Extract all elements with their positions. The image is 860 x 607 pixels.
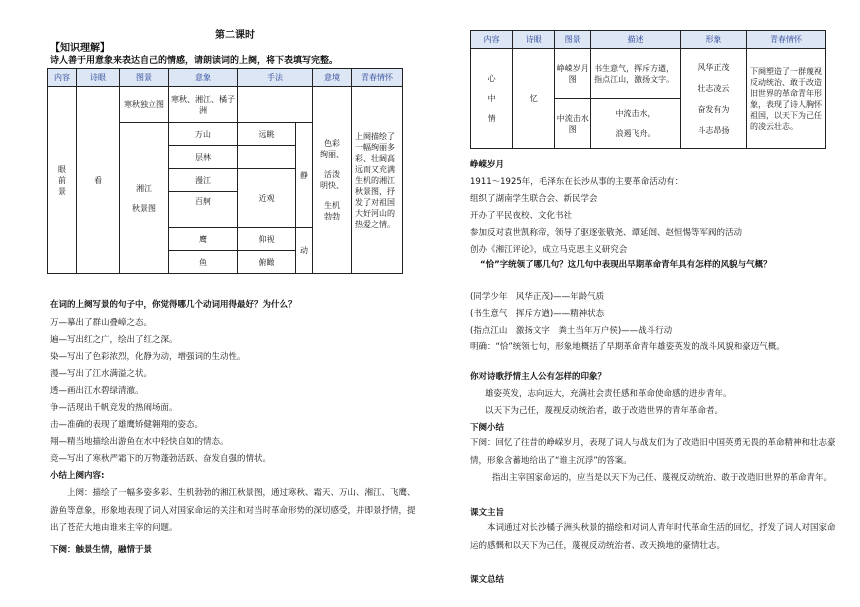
activity-line: 创办《湘江评论》，成立马克思主义研究会 [470, 245, 628, 255]
image-cell: 鹰 [169, 228, 238, 251]
still-cell: 静 [296, 123, 313, 228]
image-item: 奋发有为 [697, 104, 730, 114]
scene-cell: 峥嵘岁月图 [555, 49, 591, 99]
table-header-row [471, 31, 826, 49]
feeling-cell: 上阕描绘了一幅绚丽多彩、壮阔高远而又充满生机的湘江秋景图，抒发了对祖国大好河山的热爱之情。 [352, 87, 403, 274]
method-cell: 近观 [238, 169, 296, 228]
upper-stanza-table [47, 68, 403, 274]
col-header: 手法 [238, 69, 313, 87]
feeling-cell: 下阕塑造了一群蔑视反动统治、敢于改造旧世界的革命青年形象，表现了诗人胸怀祖国，以天下为己任的凌云壮志。 [746, 49, 825, 149]
col-header: 青春情怀 [352, 69, 403, 87]
section-heading: 【知识理解】 [50, 43, 110, 54]
desc-cell [591, 99, 681, 149]
image-item: 壮志凌云 [697, 83, 730, 93]
scene-cell: 中流击水图 [555, 99, 591, 149]
instruction-text: 诗人善于用意象来表达自己的情感，请朗读词的上阕，将下表填写完整。 [50, 56, 339, 66]
eye-cell: 看 [77, 87, 120, 274]
lower-stanza-title: 下阕：触景生情，融情于景 [50, 545, 153, 555]
col-header: 意象 [169, 69, 238, 87]
method-cell: 远眺 [238, 123, 296, 146]
question-2: “恰”字统领了哪几句？这几句中表现出早期革命青年具有怎样的风貌与气概？ [480, 260, 772, 270]
col-header: 内容 [48, 69, 77, 87]
image-cell: 漫江 [169, 169, 238, 192]
activity-line: 组织了湖南学生联合会、新民学会 [470, 194, 598, 204]
verb-line: 染—写出了色彩浓烈，化静为动，增强词的生动性。 [50, 352, 246, 362]
image-cell: 百舸 [169, 192, 238, 228]
activity-line: 开办了平民夜校、文化书社 [470, 211, 573, 221]
answer-line: (同学少年 风华正茂)——年龄气质 [470, 292, 605, 302]
right-page [430, 0, 860, 607]
col-header: 内容 [471, 31, 513, 49]
method-cell [238, 146, 296, 169]
answer-line: 以天下为己任，蔑视反动统治者，敢于改造世界的青年革命者。 [485, 406, 724, 416]
lesson-title: 第二课时 [215, 30, 255, 41]
move-cell: 动 [296, 228, 313, 274]
verb-line: 万—摹出了群山叠嶂之态。 [50, 318, 153, 328]
theme-paragraph: 本词通过对长沙橘子洲头秋景的描绘和对词人青年时代革命生活的回忆，抒发了词人对国家命运的感慨和以天下为己任，蔑视反动统治者、改天换地的豪情壮志。 [470, 523, 836, 551]
desc-line: 浪遏飞舟。 [615, 128, 656, 138]
col-header: 图景 [120, 69, 169, 87]
content-cell: 心 中 情 [471, 49, 513, 149]
verb-line: 击—准确的表现了雄鹰矫健翱翔的姿态。 [50, 420, 204, 430]
lower-stanza-table [470, 30, 826, 149]
desc-cell: 书生意气，挥斥方遒，指点江山，激扬文字。 [591, 49, 681, 99]
scene-cell: 湘江 秋景图 [120, 123, 169, 274]
image-item: 风华正茂 [697, 62, 730, 72]
scene-cell: 寒秋独立图 [120, 87, 169, 123]
image-cell: 寒秋、湘江、橘子洲 [169, 87, 238, 123]
mood-cell: 色彩 绚丽、 活泼 明快、 生机 勃勃 [313, 87, 352, 274]
col-header: 青春情怀 [746, 31, 825, 49]
activity-line: 参加反对袁世凯称帝，领导了驱逐张敬尧、谭延闿、赵恒惕等军阀的活动 [470, 228, 743, 238]
image-cell: 万山 [169, 123, 238, 146]
heading-theme: 课文主旨 [470, 508, 505, 518]
heading-summary: 下阕小结 [470, 423, 505, 433]
answer-line: (指点江山 激扬文字 粪土当年万户侯)——战斗行动 [470, 326, 673, 336]
verb-line: 透—画出江水碧绿清澈。 [50, 386, 144, 396]
images-cell [680, 49, 746, 149]
verb-line: 遍—写出红之广，绘出了红之深。 [50, 335, 178, 345]
answer-line: 雄姿英发，志向远大，充满社会责任感和革命使命感的进步青年。 [485, 389, 732, 399]
heading-years: 峥嵘岁月 [470, 160, 505, 170]
verb-line: 竞—写出了寒秋严霜下的万物蓬勃活跃、奋发自强的情状。 [50, 454, 272, 464]
verb-line: 争—活现出千帆竞发的热闹场面。 [50, 403, 178, 413]
summary-paragraph: 下阕：回忆了往昔的峥嵘岁月，表现了词人与战友们为了改造旧中国英勇无畏的革命精神和壮志豪情，形象含蓄地给出了“谁主沉浮”的答案。 [470, 438, 836, 466]
image-cell: 层林 [169, 146, 238, 169]
col-header: 描述 [591, 31, 681, 49]
content-cell: 眼 前 景 [48, 87, 77, 274]
method-cell [238, 87, 313, 123]
table-header-row [48, 69, 403, 87]
verb-line: 翔—精当地描绘出游鱼在水中轻快自如的情态。 [50, 437, 229, 447]
summary-paragraph: 上阕：描绘了一幅多姿多彩、生机勃勃的湘江秋景图，通过寒秋、霜天、万山、湘江、飞鹰、游鱼等意象，形象地表现了词人对国家命运的关注和对当时革命形势的深切感受，并即景抒情，提出了苍茫大地由谁来主宰的问题。 [50, 488, 416, 533]
method-cell: 仰视 [238, 228, 296, 251]
question-1: 在词的上阕写景的句子中，你觉得哪几个动词用得最好？为什么？ [50, 300, 297, 310]
col-header: 诗眼 [77, 69, 120, 87]
col-header: 诗眼 [513, 31, 555, 49]
col-header: 图景 [555, 31, 591, 49]
verb-line: 漫—写出了江水满溢之状。 [50, 369, 153, 379]
desc-line: 中流击水， [615, 108, 656, 118]
heading-conclusion: 课文总结 [470, 575, 505, 585]
answer-line: (书生意气 挥斥方遒)——精神状态 [470, 309, 605, 319]
activity-line: 1911～1925年，毛泽东在长沙从事的主要革命活动有： [470, 177, 684, 187]
summary-paragraph: 指出主宰国家命运的，应当是以天下为己任、蔑视反动统治、敢于改造旧世界的革命青年。 [492, 473, 833, 483]
image-cell: 鱼 [169, 251, 238, 274]
eye-cell: 忆 [513, 49, 555, 149]
answer-paragraph: 明确：“恰”统领七句，形象地概括了早期革命青年雄姿英发的战斗风貌和豪迈气概。 [470, 342, 785, 352]
image-item: 斗志昂扬 [697, 125, 730, 135]
summary-title: 小结上阕内容: [50, 471, 105, 481]
col-header: 形象 [680, 31, 746, 49]
question-3: 你对诗歌抒情主人公有怎样的印象？ [470, 372, 607, 382]
col-header: 意境 [313, 69, 352, 87]
method-cell: 俯瞰 [238, 251, 296, 274]
